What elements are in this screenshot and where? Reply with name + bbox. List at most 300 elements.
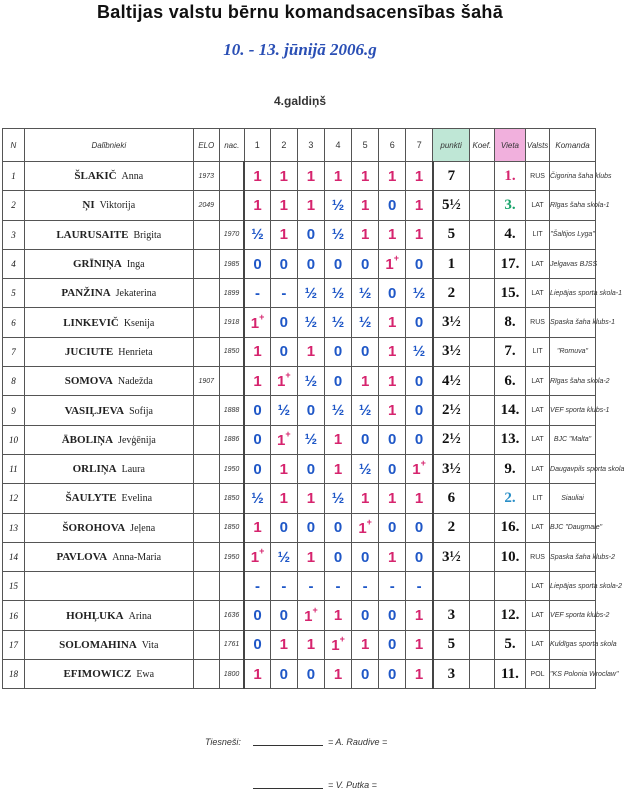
row-number: 1 [3, 162, 25, 191]
player-surname: ŠLAKIČ [74, 170, 117, 183]
country: LIT [526, 484, 550, 513]
team: Liepājas sporta skola-1 [550, 279, 596, 308]
result-value: 1 [414, 196, 424, 214]
round-6-result [379, 191, 406, 220]
row-number: 13 [3, 513, 25, 542]
player-surname: PAVLOVA [56, 551, 108, 563]
table-row [3, 249, 596, 278]
table-row [3, 162, 596, 191]
national-rating: 1950 [219, 454, 244, 483]
result-value: - [416, 577, 422, 595]
forfeit-mark: + [259, 311, 265, 322]
round-4-result [324, 572, 351, 601]
result-value: 1 [306, 167, 316, 185]
place: 4. [494, 220, 525, 249]
player-surname: GRĪNIŅA [72, 258, 122, 271]
round-4-result [324, 425, 351, 454]
round-1-result [244, 425, 270, 454]
result-value: 1 [253, 167, 262, 185]
result-value: 1 [360, 489, 370, 507]
result-value: 1 [253, 372, 262, 390]
result-value: 1 [304, 607, 313, 625]
result-value: - [281, 284, 287, 302]
team: BJC "Daugmale" [550, 513, 596, 542]
round-5-result [352, 601, 379, 630]
points: 5 [433, 220, 469, 249]
points: 2½ [433, 425, 469, 454]
result-value: 0 [253, 460, 262, 478]
elo-rating [193, 220, 219, 249]
table-row [3, 337, 596, 366]
result-value: ½ [304, 314, 318, 332]
player-name [24, 249, 193, 278]
result-value: 1 [414, 665, 424, 683]
round-5-result [352, 542, 379, 571]
result-value: 1 [277, 373, 286, 391]
result-value: ½ [358, 284, 372, 302]
result-value: - [281, 577, 287, 595]
round-3-result [297, 162, 324, 191]
result-value: 0 [360, 548, 370, 566]
result-value: 0 [414, 402, 424, 420]
round-6-result [379, 484, 406, 513]
result-value: 1 [412, 461, 421, 479]
player-name [24, 337, 193, 366]
round-6-result [379, 249, 406, 278]
result-value: - [255, 577, 261, 595]
round-6-result [379, 513, 406, 542]
row-number: 3 [3, 220, 25, 249]
round-6-result [379, 308, 406, 337]
coefficient [469, 249, 494, 278]
player-firstname: Jevģēnija [118, 434, 156, 446]
result-value: ½ [331, 196, 345, 214]
elo-rating: 2049 [193, 191, 219, 220]
place: 9. [494, 454, 525, 483]
elo-rating [193, 454, 219, 483]
round-2-result [270, 542, 297, 571]
round-1-result [244, 572, 270, 601]
result-value: 1 [358, 519, 367, 537]
round-2-result [270, 220, 297, 249]
row-number: 14 [3, 542, 25, 571]
result-value: 1 [277, 431, 286, 449]
result-value: 1 [414, 607, 424, 625]
table-row [3, 484, 596, 513]
table-row [3, 630, 596, 659]
country: LAT [526, 572, 550, 601]
round-6-result [379, 660, 406, 689]
round-6-result [379, 367, 406, 396]
team: Kuldīgas sporta skola [550, 630, 596, 659]
round-3-result [297, 279, 324, 308]
round-2-result [270, 454, 297, 483]
coefficient [469, 454, 494, 483]
place: 11. [494, 660, 525, 689]
round-6-result [379, 162, 406, 191]
result-value: 1 [279, 226, 289, 244]
national-rating [219, 191, 244, 220]
round-2-result [270, 279, 297, 308]
round-1-result [244, 279, 270, 308]
coefficient [469, 396, 494, 425]
result-value: 0 [306, 402, 316, 420]
result-value: 0 [360, 255, 370, 273]
national-rating: 1761 [219, 630, 244, 659]
result-value: 0 [414, 372, 424, 390]
national-rating: 1850 [219, 484, 244, 513]
round-3-result [297, 484, 324, 513]
national-rating: 1950 [219, 542, 244, 571]
round-4-result [324, 601, 351, 630]
header-points: punkti [433, 129, 469, 162]
round-5-result [352, 162, 379, 191]
result-value: 1 [360, 636, 370, 654]
elo-rating [193, 601, 219, 630]
points [433, 572, 469, 601]
elo-rating [193, 572, 219, 601]
round-5-result [352, 425, 379, 454]
team: Jelgavas BJSS [550, 249, 596, 278]
round-7-result [406, 279, 433, 308]
round-2-result [270, 660, 297, 689]
header-name: Dalībnieki [24, 129, 193, 162]
round-3-result [297, 513, 324, 542]
points: 4½ [433, 367, 469, 396]
place: 3. [494, 191, 525, 220]
round-1-result [244, 454, 270, 483]
result-value: ½ [331, 226, 345, 244]
place: 1. [494, 162, 525, 191]
round-4-result [324, 484, 351, 513]
result-value: ½ [304, 372, 318, 390]
player-surname: ŠAULYTE [65, 492, 117, 505]
player-firstname: Nadežda [117, 376, 153, 388]
result-value: 0 [360, 607, 370, 625]
result-value: 1 [306, 343, 316, 361]
forfeit-mark: + [366, 516, 372, 527]
country: LAT [526, 191, 550, 220]
round-1-result [244, 630, 270, 659]
elo-rating [193, 308, 219, 337]
player-firstname: Anna [121, 171, 144, 183]
result-value: 0 [333, 255, 343, 273]
round-3-result [297, 396, 324, 425]
round-4-result [324, 191, 351, 220]
row-number: 8 [3, 367, 25, 396]
round-6-result [379, 601, 406, 630]
round-2-result [270, 367, 297, 396]
forfeit-mark: + [420, 458, 426, 469]
elo-rating [193, 425, 219, 454]
table-row [3, 396, 596, 425]
forfeit-mark: + [259, 546, 265, 556]
round-7-result [406, 630, 433, 659]
round-4-result [324, 367, 351, 396]
result-value: 0 [388, 284, 397, 302]
result-value: 0 [279, 607, 289, 625]
player-surname: VASIĻJEVA [64, 404, 125, 417]
result-value: 0 [414, 255, 424, 273]
table-row [3, 220, 596, 249]
round-6-result [379, 572, 406, 601]
results-table [2, 128, 624, 689]
result-value: 0 [388, 636, 397, 654]
round-2-result [270, 601, 297, 630]
result-value: 0 [279, 519, 289, 537]
round-4-result [324, 454, 351, 483]
signature-blank [253, 788, 323, 789]
national-rating: 1850 [219, 337, 244, 366]
national-rating [219, 367, 244, 396]
country: POL [526, 660, 550, 689]
result-value: 0 [279, 665, 289, 683]
points: 1 [433, 249, 469, 278]
national-rating: 1985 [219, 249, 244, 278]
result-value: 1 [333, 665, 343, 683]
round-6-result [379, 630, 406, 659]
result-value: ½ [251, 226, 264, 244]
table-row [3, 279, 596, 308]
player-name [24, 660, 193, 689]
row-number: 6 [3, 308, 25, 337]
round-7-result [406, 337, 433, 366]
coefficient [469, 660, 494, 689]
coefficient [469, 367, 494, 396]
round-3-result [297, 220, 324, 249]
result-value: 0 [306, 519, 316, 537]
round-7-result [406, 660, 433, 689]
round-1-result [244, 308, 270, 337]
board-label: 4.galdiņš [273, 94, 326, 108]
round-3-result [297, 542, 324, 571]
result-value: 1 [388, 226, 397, 244]
player-firstname: Inga [126, 259, 145, 271]
round-1-result [244, 162, 270, 191]
player-name [24, 425, 193, 454]
header-num: N [3, 129, 25, 162]
points: 5½ [433, 191, 469, 220]
result-value: 0 [306, 665, 316, 683]
place: 8. [494, 308, 525, 337]
points: 3 [433, 601, 469, 630]
result-value: - [389, 577, 395, 595]
result-value: 1 [388, 548, 397, 566]
round-5-result [352, 660, 379, 689]
country: LAT [526, 367, 550, 396]
player-name [24, 279, 193, 308]
national-rating: 1888 [219, 396, 244, 425]
player-surname: EFIMOWICZ [63, 668, 132, 681]
round-5-result [352, 484, 379, 513]
result-value: ½ [277, 402, 291, 420]
round-4-result [324, 220, 351, 249]
result-value: 1 [253, 519, 262, 537]
result-value: - [255, 284, 261, 302]
country: RUS [526, 542, 550, 571]
country: LAT [526, 454, 550, 483]
player-surname: SOMOVA [64, 375, 113, 388]
player-surname: ŠOROHOVA [62, 521, 126, 534]
result-value: 0 [388, 607, 397, 625]
round-1-result [244, 337, 270, 366]
player-firstname: Sofija [129, 405, 153, 417]
team: Spaska šaha klubs-1 [550, 308, 596, 337]
player-surname: LAURUSAITE [56, 228, 129, 241]
row-number: 18 [3, 660, 25, 689]
round-5-result [352, 630, 379, 659]
place: 15. [494, 279, 525, 308]
place: 13. [494, 425, 525, 454]
coefficient [469, 513, 494, 542]
result-value: 0 [333, 343, 343, 361]
result-value: 0 [253, 607, 262, 625]
result-value: 0 [414, 431, 424, 449]
result-value: 0 [414, 314, 424, 332]
player-firstname: Ewa [136, 669, 155, 681]
result-value: 1 [360, 372, 370, 390]
result-value: 1 [306, 636, 316, 654]
round-5-result [352, 191, 379, 220]
round-4-result [324, 162, 351, 191]
round-3-result [297, 601, 324, 630]
result-value: ½ [358, 460, 372, 478]
team: Čigorina šaha klubs [550, 162, 596, 191]
round-6-result [379, 454, 406, 483]
round-4-result [324, 660, 351, 689]
header-round-1: 1 [244, 129, 270, 162]
result-value: 0 [333, 372, 343, 390]
points: 2 [433, 513, 469, 542]
row-number: 4 [3, 249, 25, 278]
team: BJC "Malta" [550, 425, 596, 454]
result-value: - [335, 577, 341, 595]
round-3-result [297, 249, 324, 278]
country: LAT [526, 513, 550, 542]
round-2-result [270, 396, 297, 425]
round-7-result [406, 220, 433, 249]
signature-blank [253, 745, 323, 746]
round-2-result [270, 249, 297, 278]
round-3-result [297, 337, 324, 366]
coefficient [469, 220, 494, 249]
national-rating [219, 162, 244, 191]
result-value: 1 [253, 665, 262, 683]
header-country: Valsts [526, 129, 550, 162]
judge-name: = A. Raudive = [328, 737, 388, 747]
round-1-result [244, 660, 270, 689]
round-5-result [352, 367, 379, 396]
header-team: Komanda [550, 129, 596, 162]
result-value: 1 [279, 636, 289, 654]
result-value: 1 [250, 549, 260, 566]
player-name [24, 308, 193, 337]
round-4-result [324, 308, 351, 337]
row-number: 15 [3, 572, 25, 601]
result-value: 1 [279, 460, 289, 478]
result-value: - [362, 577, 368, 595]
result-value: ½ [331, 402, 345, 420]
result-value: 1 [306, 196, 316, 214]
round-2-result [270, 308, 297, 337]
national-rating: 1850 [219, 513, 244, 542]
result-value: 1 [388, 167, 397, 185]
round-6-result [379, 425, 406, 454]
round-2-result [270, 425, 297, 454]
round-3-result [297, 454, 324, 483]
coefficient [469, 425, 494, 454]
player-surname: ŅI [82, 199, 95, 212]
player-surname: SOLOMAHINA [59, 638, 137, 651]
result-value: 0 [388, 519, 397, 537]
row-number: 2 [3, 191, 25, 220]
result-value: ½ [358, 314, 372, 332]
player-firstname: Laura [121, 464, 145, 476]
event-dates: 10. - 13. jūnijā 2006.g [223, 40, 377, 59]
result-value: 1 [279, 167, 289, 185]
round-7-result [406, 308, 433, 337]
result-value: 0 [253, 255, 262, 273]
result-value: 0 [333, 548, 343, 566]
round-7-result [406, 572, 433, 601]
points: 3 [433, 660, 469, 689]
place: 16. [494, 513, 525, 542]
row-number: 7 [3, 337, 25, 366]
table-row [3, 191, 596, 220]
round-2-result [270, 513, 297, 542]
round-5-result [352, 454, 379, 483]
elo-rating [193, 660, 219, 689]
round-3-result [297, 660, 324, 689]
forfeit-mark: + [285, 370, 291, 381]
result-value: 0 [253, 431, 262, 449]
table-row [3, 425, 596, 454]
result-value: ½ [277, 548, 291, 566]
header-row [3, 129, 596, 162]
row-number: 12 [3, 484, 25, 513]
round-4-result [324, 630, 351, 659]
national-rating: 1800 [219, 660, 244, 689]
round-3-result [297, 308, 324, 337]
header-elo: ELO [193, 129, 219, 162]
round-4-result [324, 249, 351, 278]
player-surname: ORLIŅA [72, 463, 117, 476]
elo-rating [193, 396, 219, 425]
player-name [24, 542, 193, 571]
player-firstname: Henrieta [118, 346, 153, 358]
result-value: 1 [333, 431, 343, 449]
points: 3½ [433, 337, 469, 366]
points: 3½ [433, 542, 469, 571]
round-5-result [352, 396, 379, 425]
result-value: ½ [304, 431, 318, 449]
result-value: ½ [331, 489, 345, 507]
country: RUS [526, 308, 550, 337]
place: 17. [494, 249, 525, 278]
points: 3½ [433, 454, 469, 483]
result-value: 1 [279, 489, 289, 507]
result-value: 1 [333, 460, 343, 478]
result-value: 0 [388, 460, 397, 478]
table-row [3, 308, 596, 337]
result-value: 1 [360, 167, 370, 185]
round-1-result [244, 191, 270, 220]
player-firstname: Viktorija [99, 200, 136, 212]
round-3-result [297, 630, 324, 659]
national-rating: 1636 [219, 601, 244, 630]
result-value: 0 [360, 665, 370, 683]
judges-label: Tiesneši: [205, 737, 241, 747]
